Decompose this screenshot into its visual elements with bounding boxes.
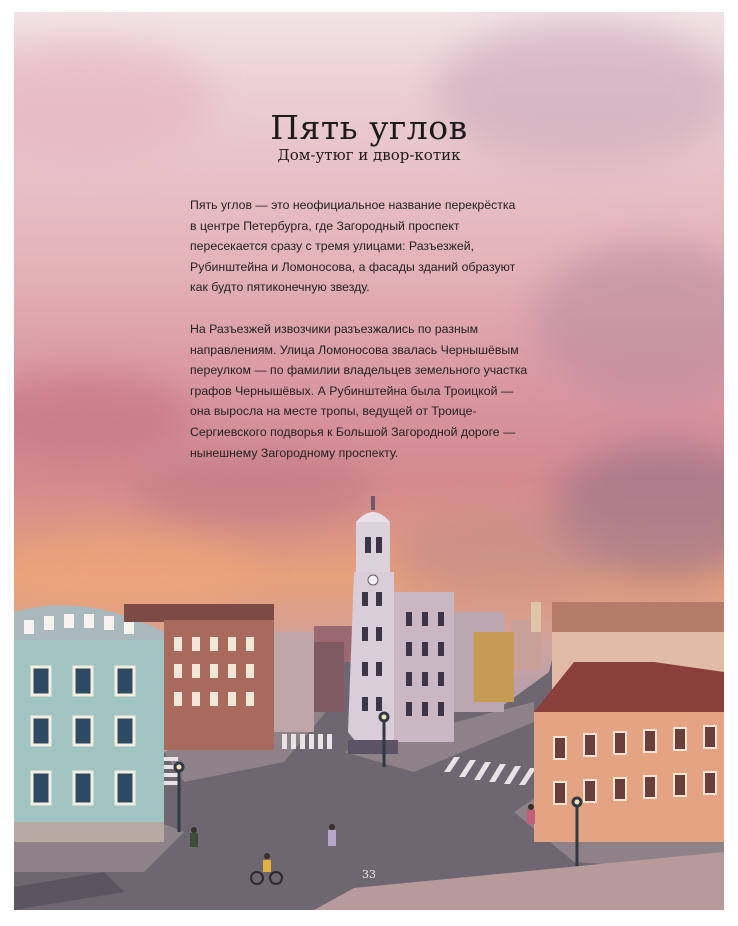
paragraph-intro: Пять углов — это неофициальное название перекрёстка в центре Петербурга, где Загородный проспект пересекается сразу с тремя улицами: Разъезжей, Рубинштейна и Ломоносова, а фасады зданий образуют как будто пятиконечную звезду. — [190, 198, 516, 295]
paragraph-history: На Разъезжей извозчики разъезжались по разным направлениям. Улица Ломоносова звалась Чернышёвым переулком — по фамилии владельцев земельного участка графов Чернышёвых. А Рубинштейна была Троицкой — она выросла на месте тропы, ведущей от Троице- Сергиевского подворья к Большой Загородной дороге — нынешнему Загородному проспекту. — [190, 322, 528, 460]
teal-corner-building — [14, 605, 164, 842]
page-number: 33 — [362, 868, 376, 881]
pedestrian — [328, 824, 336, 846]
book-page — [14, 12, 724, 910]
page-subtitle: Дом-утюг и двор-котик — [277, 146, 461, 164]
pedestrian — [527, 804, 535, 824]
yellow-building — [474, 632, 514, 702]
brick-building-right — [534, 602, 724, 842]
pedestrian — [190, 827, 198, 847]
page-title: Пять углов — [270, 108, 468, 147]
distant-bell-tower — [531, 602, 541, 632]
